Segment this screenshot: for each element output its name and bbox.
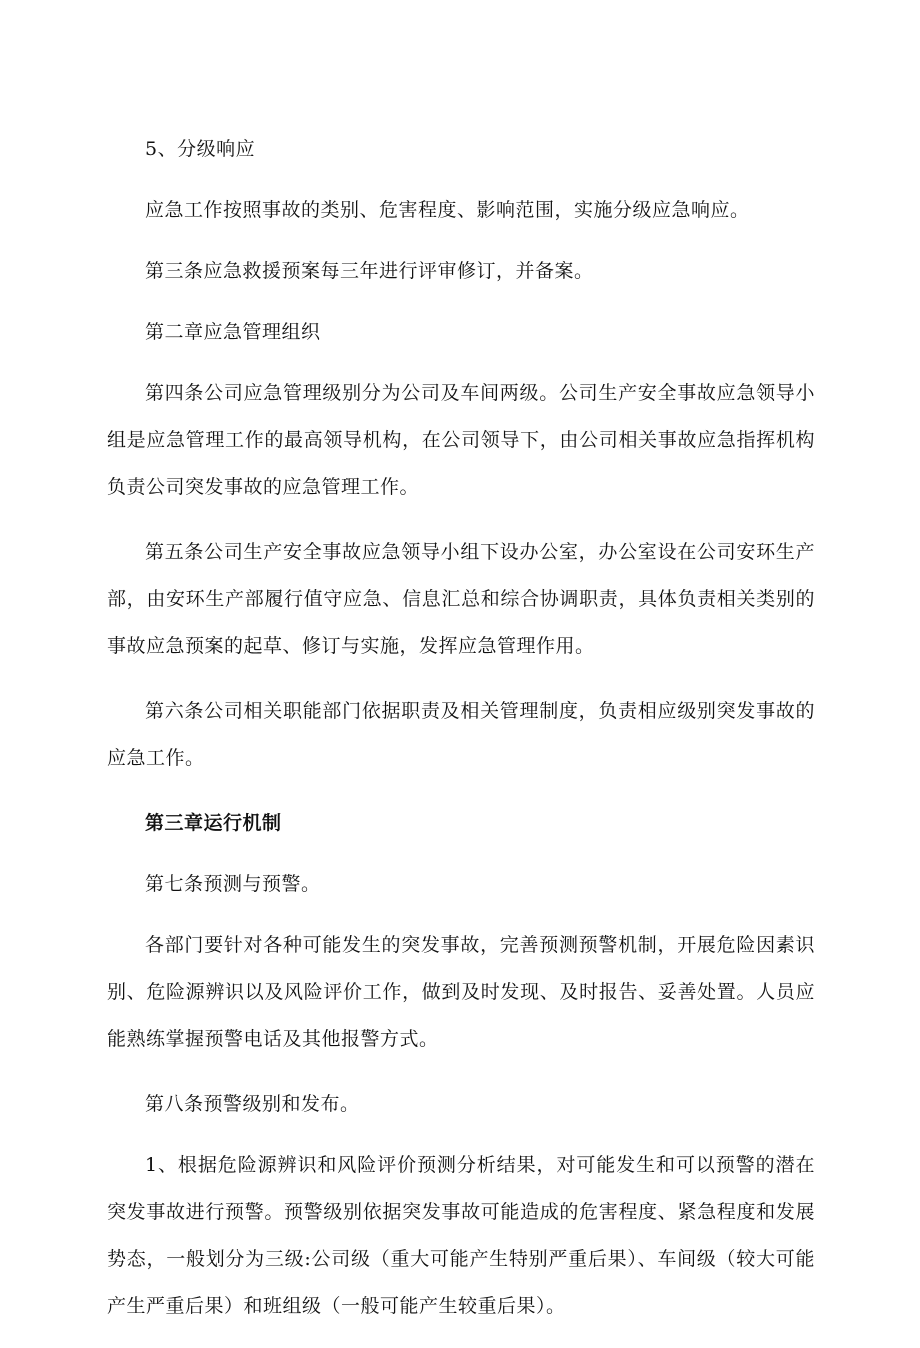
paragraph-article-4: 第四条公司应急管理级别分为公司及车间两级。公司生产安全事故应急领导小组是应急管理工作的最高领导机构，在公司领导下，由公司相关事故应急指挥机构负责公司突发事故的应急管理工作。 <box>107 382 815 498</box>
paragraph-article-6: 第六条公司相关职能部门依据职责及相关管理制度，负责相应级别突发事故的应急工作。 <box>107 700 815 769</box>
chapter-2-heading: 第二章应急管理组织 <box>145 321 321 343</box>
chapter-3-heading: 第三章运行机制 <box>145 812 282 834</box>
paragraph-article-7: 第七条预测与预警。 <box>145 873 321 895</box>
paragraph-article-8: 第八条预警级别和发布。 <box>145 1093 360 1115</box>
paragraph-article-3: 第三条应急救援预案每三年进行评审修订，并备案。 <box>145 260 594 282</box>
paragraph-section-5-heading: 5、分级响应 <box>145 138 256 160</box>
paragraph-article-5: 第五条公司生产安全事故应急领导小组下设办公室，办公室设在公司安环生产部，由安环生产部履行值守应急、信息汇总和综合协调职责，具体负责相关类别的事故应急预案的起草、修订与实施，发挥应急管理作用。 <box>107 541 815 657</box>
document-body <box>107 126 815 1348</box>
paragraph-graded-response: 应急工作按照事故的类别、危害程度、影响范围，实施分级应急响应。 <box>145 199 750 221</box>
paragraph-warning-levels: 1、根据危险源辨识和风险评价预测分析结果，对可能发生和可以预警的潜在突发事故进行预警。预警级别依据突发事故可能造成的危害程度、紧急程度和发展势态，一般划分为三级:公司级（重大可能产生特别严重后果）、车间级（较大可能产生严重后果）和班组级（一般可能产生较重后果）。 <box>107 1154 815 1317</box>
paragraph-prediction-warning: 各部门要针对各种可能发生的突发事故，完善预测预警机制，开展危险因素识别、危险源辨识以及风险评价工作，做到及时发现、及时报告、妥善处置。人员应能熟练掌握预警电话及其他报警方式。 <box>107 934 815 1050</box>
